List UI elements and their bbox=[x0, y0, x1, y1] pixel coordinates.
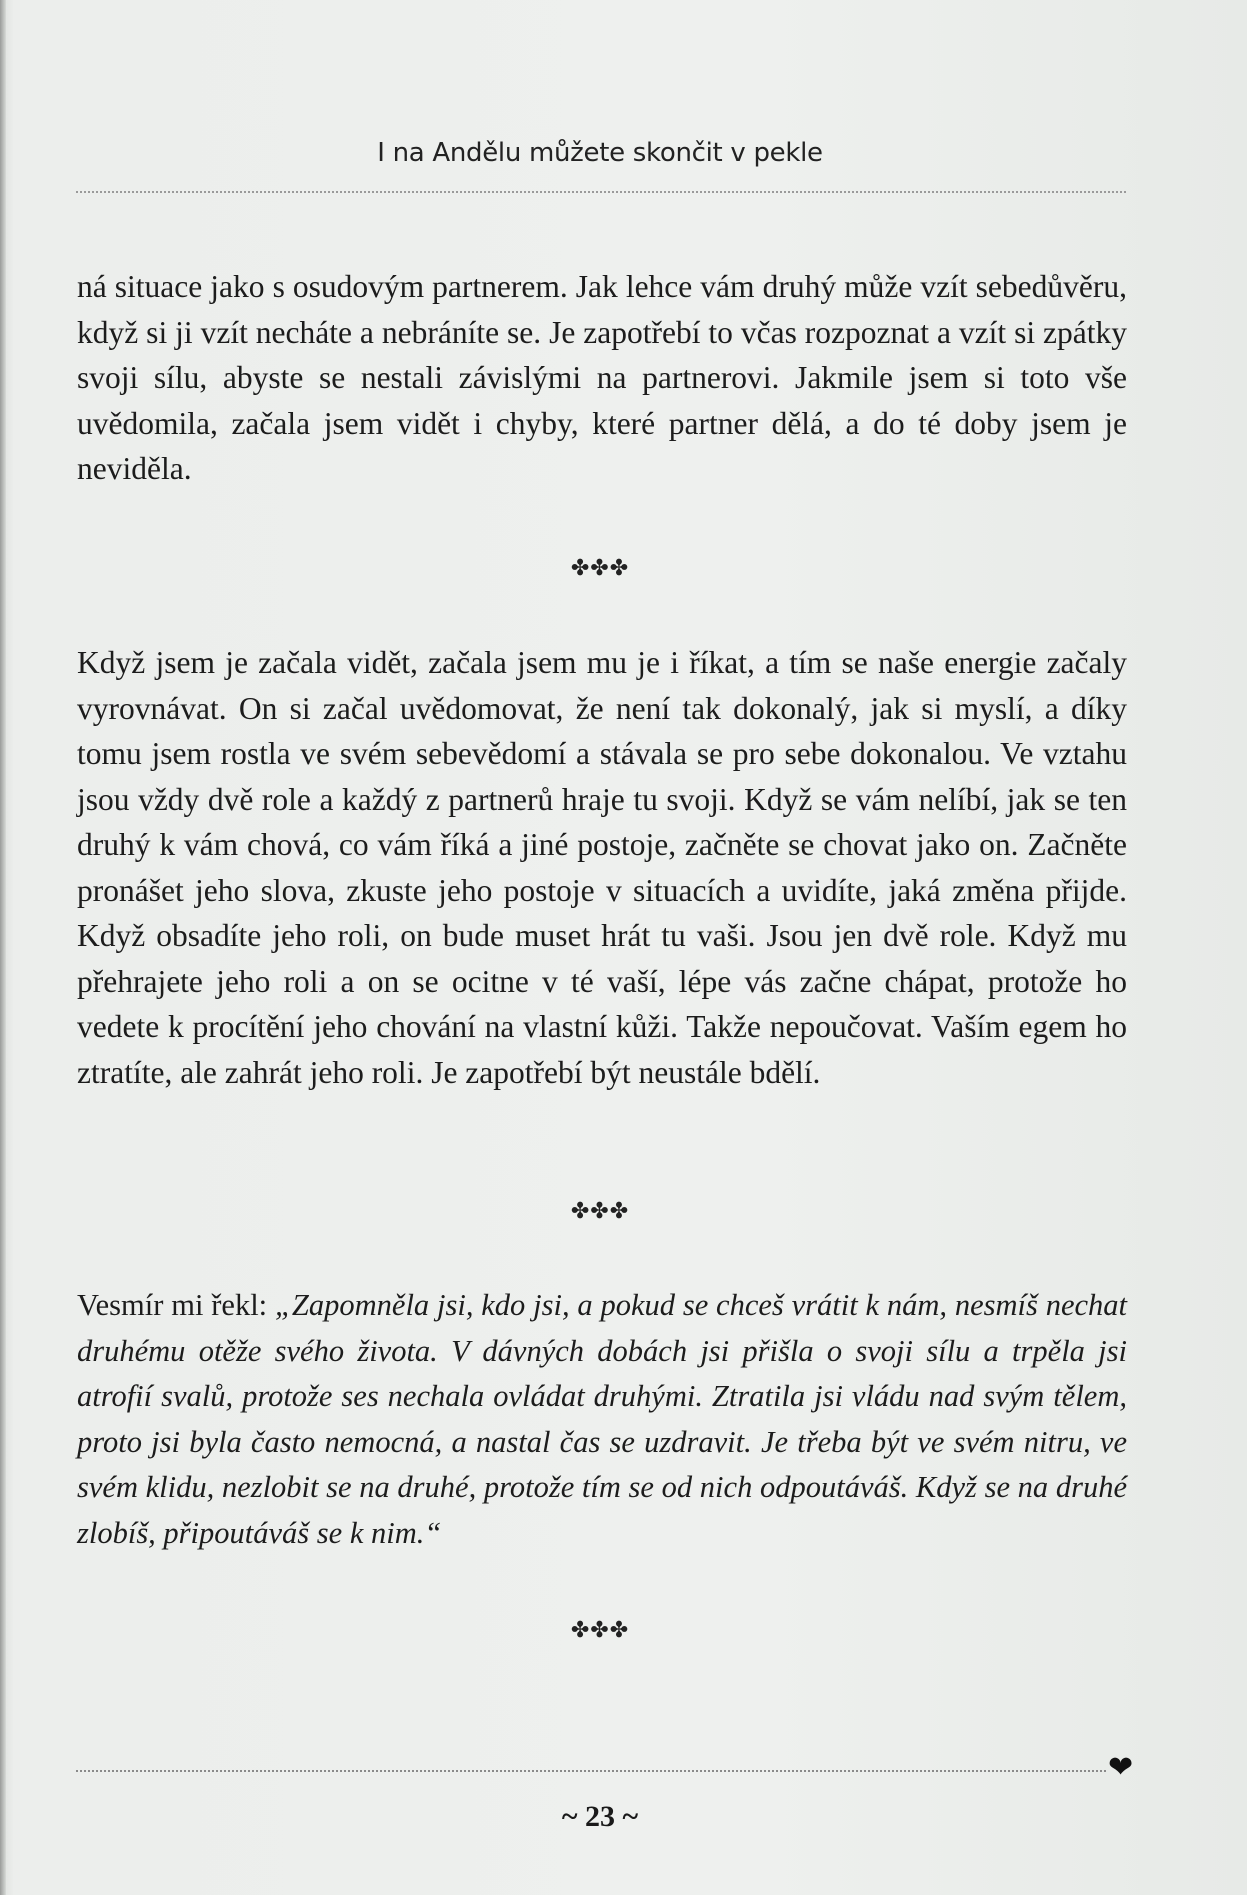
section-ornament-2: ✤✤✤ bbox=[570, 1198, 630, 1223]
running-head: I na Andělu můžete skončit v pekle bbox=[377, 138, 823, 168]
section-ornament-1: ✤✤✤ bbox=[570, 555, 630, 580]
quote-lead: Vesmír mi řekl: bbox=[77, 1288, 275, 1322]
footer-dotted-rule bbox=[76, 1770, 1106, 1772]
page-number: ~ 23 ~ bbox=[561, 1800, 639, 1833]
universe-quote: „Zapomněla jsi, kdo jsi, a pokud se chceš vrátit k nám, nesmíš nechat druhému otěže svého života. V dávných dobách jsi přišla o svoji sílu a trpěla jsi atrofií svalů, protože ses nechala ovládat druhými. Ztratila jsi vládu nad svým tělem, proto jsi byla často nemocná, a nastal čas se uzdravit. Je třeba být ve svém nitru, ve svém klidu, nezlobit se na druhé, protože tím se od nich odpoutáváš. Když se na druhé zlobíš, připoutáváš se k nim.“ bbox=[77, 1288, 1127, 1550]
header-dotted-rule bbox=[76, 191, 1126, 193]
heart-icon: ❤ bbox=[1108, 1751, 1134, 1784]
paragraph-1: ná situace jako s osudovým partnerem. Jak lehce vám druhý může vzít sebedůvěru, když si ji vzít necháte a nebráníte se. Je zapotřebí to včas rozpoznat a vzít si zpátky svoji sílu, abyste se nestali závislými na partnerovi. Jakmile jsem si toto vše uvědomila, začala jsem vidět i chyby, které partner dělá, a do té doby jsem je neviděla. bbox=[77, 269, 1127, 486]
section-ornament-3: ✤✤✤ bbox=[570, 1617, 630, 1642]
paragraph-2: Když jsem je začala vidět, začala jsem mu je i říkat, a tím se naše energie začaly vyrovnávat. On si začal uvědomovat, že není tak dokonalý, jak si myslí, a díky tomu jsem rostla ve svém sebevědomí a stávala se pro sebe dokonalou. Ve vztahu jsou vždy dvě role a každý z partnerů hraje tu svoji. Když se vám nelíbí, jak se ten druhý k vám chová, co vám říká a jiné postoje, začněte se chovat jako on. Začněte pronášet jeho slova, zkuste jeho postoje v situacích a uvidíte, jaká změna přijde. Když obsadíte jeho roli, on bude muset hrát tu vaši. Jsou jen dvě role. Když mu přehrajete jeho roli a on se ocitne v té vaší, lépe vás začne chápat, protože ho vedete k procítění jeho chování na vlastní kůži. Takže nepoučovat. Vaším egem ho ztratíte, ale zahrát jeho roli. Je zapotřebí být neustále bdělí. bbox=[77, 645, 1127, 1090]
paragraph-3 bbox=[77, 1283, 1127, 1556]
page-edge-shadow bbox=[0, 0, 6, 1895]
